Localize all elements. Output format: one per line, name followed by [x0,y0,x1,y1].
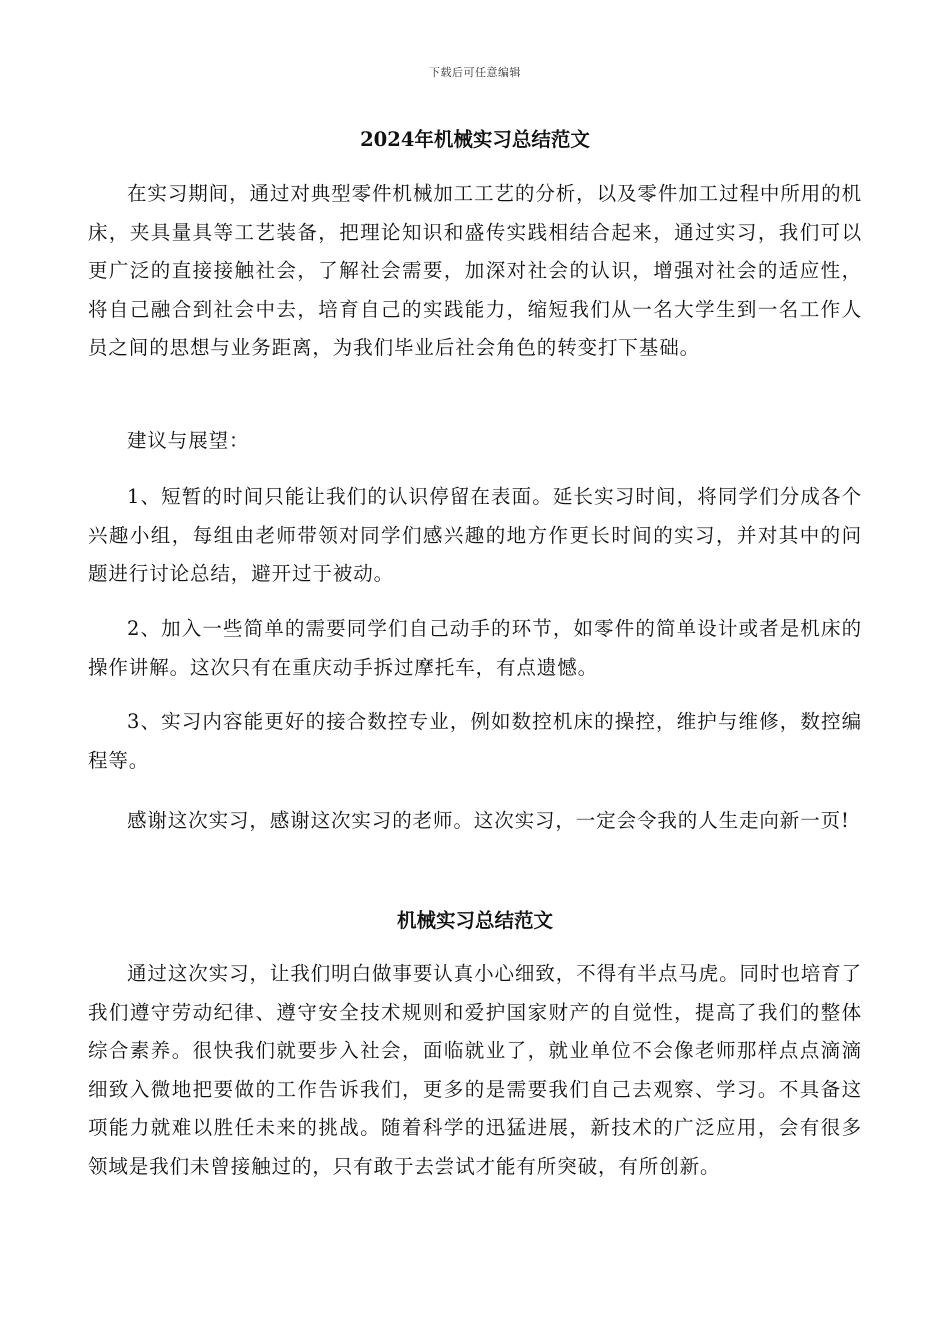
section-title-1: 2024年机械实习总结范文 [360,128,590,151]
paragraph-intro: 在实习期间，通过对典型零件机械加工工艺的分析，以及零件加工过程中所用的机床，夹具量具等工艺装备，把理论知识和盛传实践相结合起来，通过实习，我们可以更广泛的直接接触社会，了解社会需要，加深对社会的认识，增强对社会的适应性，将自己融合到社会中去，培育自己的实践能力，缩短我们从一名大学生到一名工作人员之间的思想与业务距离，为我们毕业后社会角色的转变打下基础。 [88,182,862,360]
paragraph-suggestion-2: 2、加入一些简单的需要同学们自己动手的环节，如零件的简单设计或者是机床的操作讲解。这次只有在重庆动手拆过摩托车，有点遗憾。 [88,617,862,679]
section-title-2: 机械实习总结范文 [396,909,553,932]
paragraph-suggestions-heading: 建议与展望： [127,429,250,452]
paragraph-suggestion-3: 3、实习内容能更好的接合数控专业，例如数控机床的操控，维护与维修，数控编程等。 [88,710,862,772]
paragraph-section2-body: 通过这次实习，让我们明白做事要认真小心细致，不得有半点马虎。同时也培育了我们遵守劳动纪律、遵守安全技术规则和爱护国家财产的自觉性，提高了我们的整体综合素养。很快我们就要步入社会，面临就业了，就业单位不会像老师那样点点滴滴细致入微地把要做的工作告诉我们，更多的是需要我们自己去观察、学习。不具备这项能力就难以胜任未来的挑战。随着科学的迅猛进展，新技术的广泛应用，会有很多领域是我们未曾接触过的，只有敢于去尝试才能有所突破，有所创新。 [88,962,862,1178]
paragraph-thanks: 感谢这次实习，感谢这次实习的老师。这次实习，一定会令我的人生走向新一页! [127,809,850,832]
paragraph-suggestion-1: 1、短暂的时间只能让我们的认识停留在表面。延长实习时间，将同学们分成各个兴趣小组，每组由老师带领对同学们感兴趣的地方作更长时间的实习，并对其中的问题进行讨论总结，避开过于被动。 [88,485,862,586]
header-note: 下载后可任意编辑 [429,66,521,79]
